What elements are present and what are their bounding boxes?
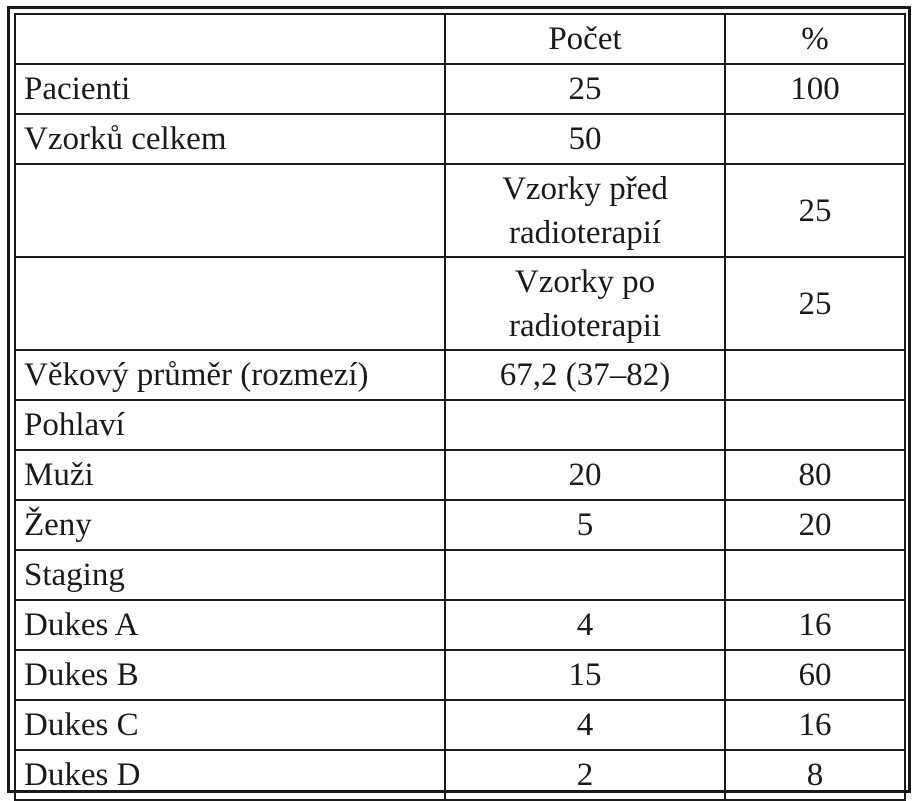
table-row <box>15 700 905 750</box>
patient-characteristics-table <box>14 13 906 801</box>
row-count: 4 <box>445 700 725 750</box>
row-label: Pohlaví <box>15 400 445 450</box>
table-row <box>15 500 905 550</box>
table-row <box>15 350 905 400</box>
row-label <box>15 257 445 350</box>
table-row <box>15 400 905 450</box>
row-count: 25 <box>445 64 725 114</box>
row-label: Muži <box>15 450 445 500</box>
row-label: Ženy <box>15 500 445 550</box>
table-row <box>15 257 905 350</box>
row-label: Staging <box>15 550 445 600</box>
row-percent <box>725 350 905 400</box>
row-percent: 100 <box>725 64 905 114</box>
table-header-row <box>15 14 905 64</box>
row-percent: 16 <box>725 700 905 750</box>
table-row <box>15 600 905 650</box>
row-count-line2: radioterapii <box>508 307 662 344</box>
row-percent: 25 <box>725 164 905 257</box>
row-count <box>445 257 725 350</box>
row-count-line1: Vzorky po <box>514 263 656 300</box>
row-count: 50 <box>445 114 725 164</box>
table-row <box>15 114 905 164</box>
table-row <box>15 64 905 114</box>
row-count-line2: radioterapií <box>508 214 662 251</box>
table-row <box>15 164 905 257</box>
row-label: Vzorků celkem <box>15 114 445 164</box>
row-count: 2 <box>445 750 725 800</box>
row-label <box>15 164 445 257</box>
header-count-cell: Počet <box>445 14 725 64</box>
row-count <box>445 164 725 257</box>
header-percent-cell: % <box>725 14 905 64</box>
row-count: 5 <box>445 500 725 550</box>
row-label: Dukes C <box>15 700 445 750</box>
row-label: Věkový průměr (rozmezí) <box>15 350 445 400</box>
row-label: Dukes B <box>15 650 445 700</box>
row-percent: 25 <box>725 257 905 350</box>
row-percent: 16 <box>725 600 905 650</box>
row-label: Dukes D <box>15 750 445 800</box>
row-percent <box>725 550 905 600</box>
row-percent: 60 <box>725 650 905 700</box>
row-count-line1: Vzorky před <box>502 170 668 207</box>
row-label: Dukes A <box>15 600 445 650</box>
table-row <box>15 750 905 800</box>
row-count: 15 <box>445 650 725 700</box>
row-count: 20 <box>445 450 725 500</box>
row-label: Pacienti <box>15 64 445 114</box>
row-percent: 8 <box>725 750 905 800</box>
row-count: 4 <box>445 600 725 650</box>
row-percent <box>725 400 905 450</box>
row-percent: 80 <box>725 450 905 500</box>
row-percent <box>725 114 905 164</box>
header-label-cell <box>15 14 445 64</box>
table-row <box>15 650 905 700</box>
row-count: 67,2 (37–82) <box>445 350 725 400</box>
row-count <box>445 400 725 450</box>
row-count <box>445 550 725 600</box>
table-row <box>15 550 905 600</box>
table-row <box>15 450 905 500</box>
row-percent: 20 <box>725 500 905 550</box>
